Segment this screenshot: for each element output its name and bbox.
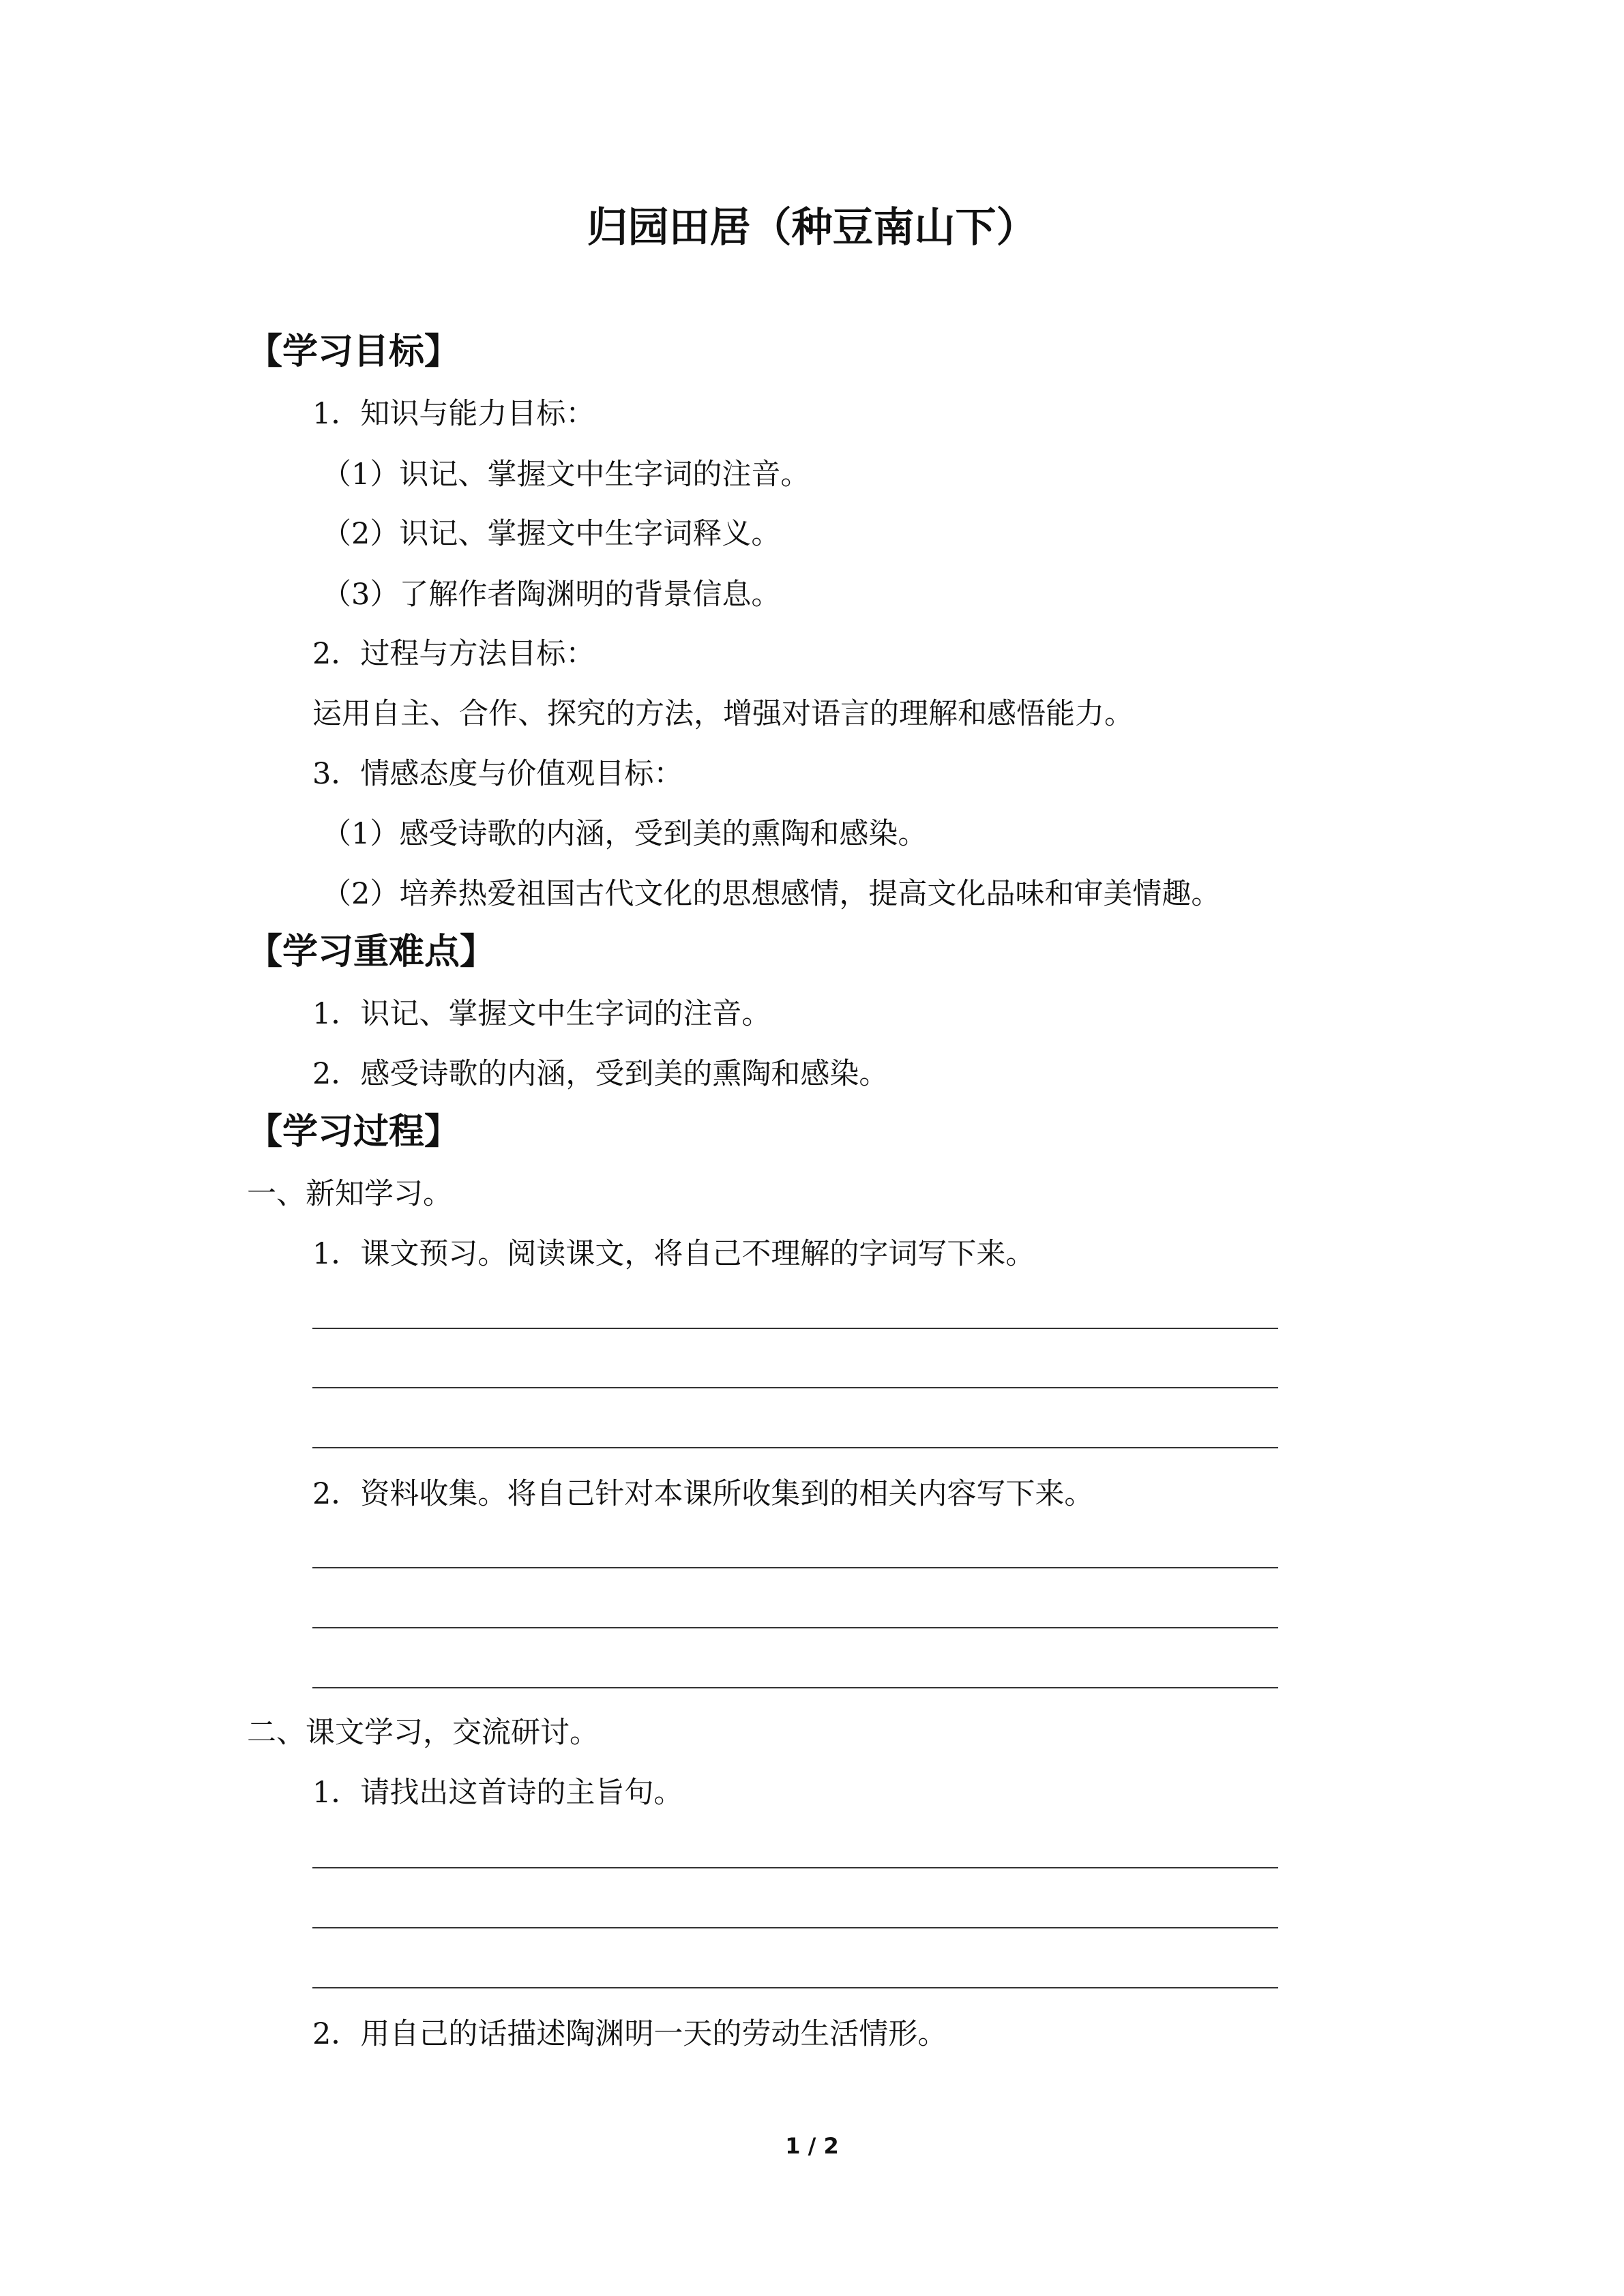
part-title: 一、新知学习。 bbox=[247, 1177, 452, 1211]
document-title: 归园田居（种豆南山下） bbox=[587, 204, 1037, 252]
goal-line: 1．知识与能力目标： bbox=[312, 397, 595, 431]
section-heading-process: 【学习过程】 bbox=[247, 1112, 460, 1152]
question-line: 2．资料收集。将自己针对本课所收集到的相关内容写下来。 bbox=[312, 1477, 1094, 1511]
answer-line bbox=[312, 1627, 1278, 1628]
goal-line: （2）培养热爱祖国古代文化的思想感情，提高文化品味和审美情趣。 bbox=[322, 877, 1221, 911]
question-line: 2．用自己的话描述陶渊明一天的劳动生活情形。 bbox=[312, 2017, 947, 2051]
goal-line: 2．过程与方法目标： bbox=[312, 637, 595, 671]
answer-line bbox=[312, 1328, 1278, 1329]
goal-line: 运用自主、合作、探究的方法，增强对语言的理解和感悟能力。 bbox=[312, 697, 1134, 731]
keypoint-line: 1．识记、掌握文中生字词的注音。 bbox=[312, 997, 771, 1031]
keypoint-line: 2．感受诗歌的内涵，受到美的熏陶和感染。 bbox=[312, 1057, 889, 1091]
section-heading-keypoints: 【学习重难点】 bbox=[247, 931, 496, 972]
question-line: 1．请找出这首诗的主旨句。 bbox=[312, 1776, 683, 1810]
goal-line: （2）识记、掌握文中生字词释义。 bbox=[322, 517, 781, 551]
answer-line bbox=[312, 1567, 1278, 1568]
goal-line: （1）感受诗歌的内涵，受到美的熏陶和感染。 bbox=[322, 817, 928, 851]
part-title: 二、课文学习，交流研讨。 bbox=[247, 1716, 599, 1750]
goal-line: 3．情感态度与价值观目标： bbox=[312, 757, 683, 791]
answer-line bbox=[312, 1987, 1278, 1988]
answer-line bbox=[312, 1687, 1278, 1688]
goal-line: （1）识记、掌握文中生字词的注音。 bbox=[322, 458, 810, 492]
answer-line bbox=[312, 1927, 1278, 1928]
section-heading-goals: 【学习目标】 bbox=[247, 331, 460, 372]
question-line: 1．课文预习。阅读课文，将自己不理解的字词写下来。 bbox=[312, 1237, 1035, 1271]
goal-line: （3）了解作者陶渊明的背景信息。 bbox=[322, 578, 781, 612]
answer-line bbox=[312, 1447, 1278, 1448]
page-number: 1 / 2 bbox=[785, 2133, 839, 2159]
answer-line bbox=[312, 1867, 1278, 1868]
answer-line bbox=[312, 1387, 1278, 1388]
